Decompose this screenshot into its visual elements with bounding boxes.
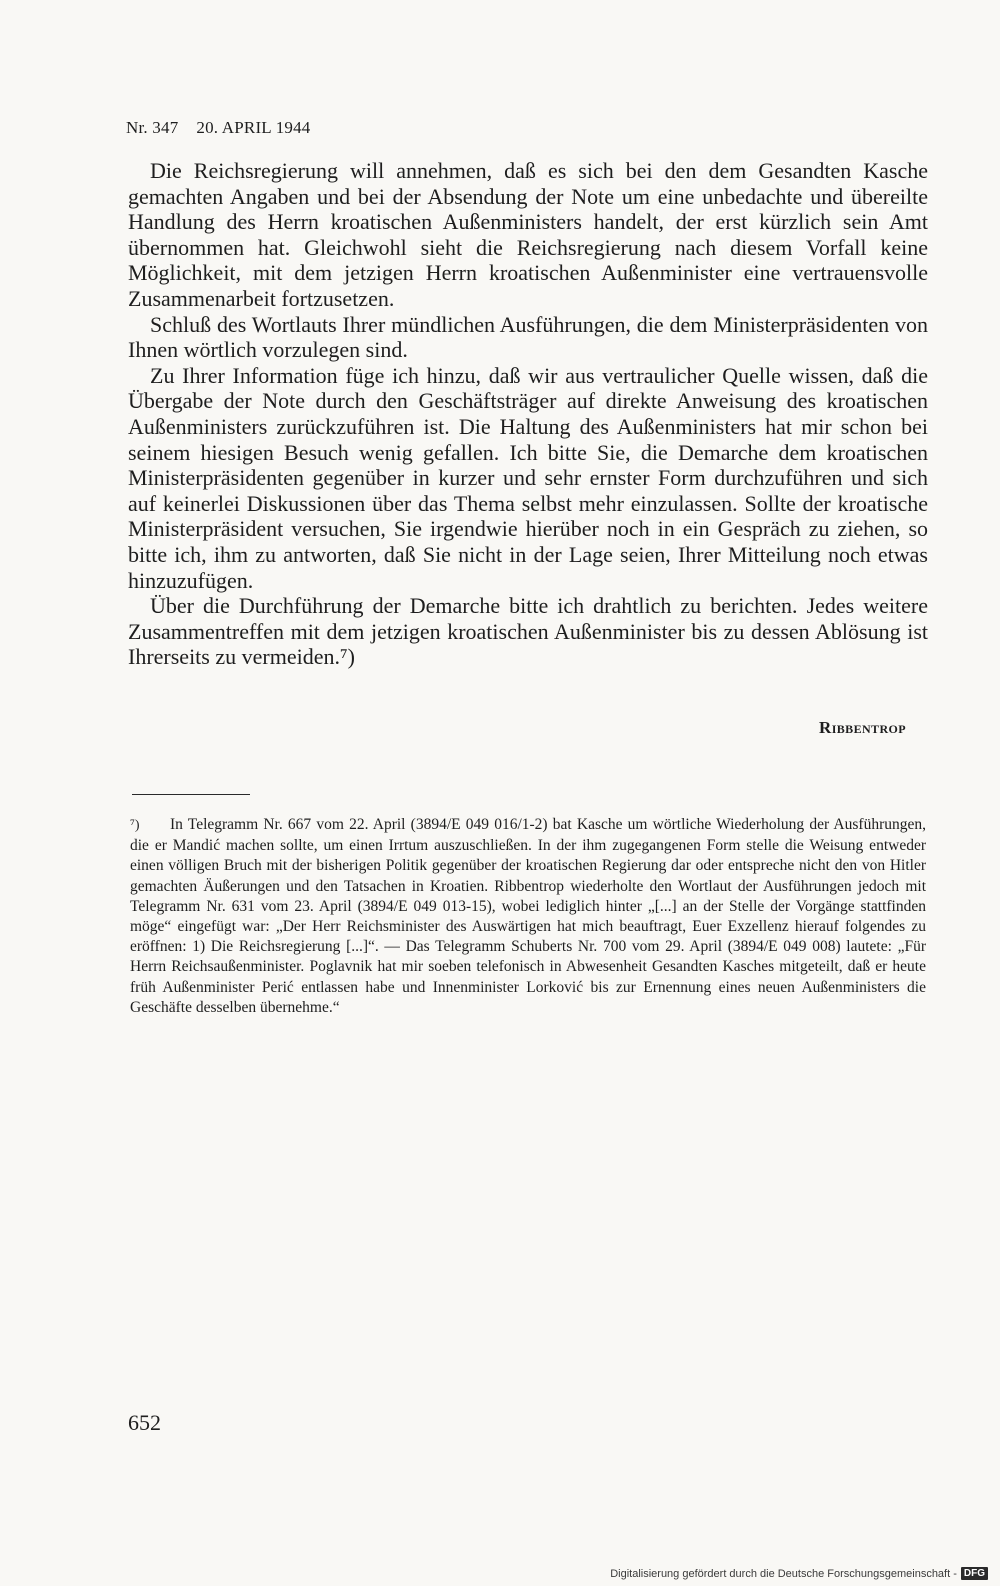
document-date: 20. APRIL 1944 [196,118,311,137]
paragraph: Über die Durchführung der Demarche bitte ich drahtlich zu berichten. Jedes weitere Zusammentreffen mit dem jetzigen kroatischen Außenminister bis zu dessen Ablösung ist Ihrerseits zu vermeiden.⁷) [128,593,928,670]
page-number: 652 [128,1410,161,1435]
page-header [126,118,311,138]
credit-text: Digitalisierung gefördert durch die Deutsche Forschungsgemeinschaft - [610,1567,957,1580]
paragraph: Schluß des Wortlauts Ihrer mündlichen Ausführungen, die dem Ministerpräsidenten von Ihnen wörtlich vorzulegen sind. [128,311,928,363]
paragraph: Die Reichsregierung will annehmen, daß es sich bei den dem Gesandten Kasche gemachten Angaben und bei der Absendung der Note um eine unbedachte und übereilte Handlung des Herrn kroatischen Außenministers handelt, der erst kürzlich sein Amt übernommen hat. Gleichwohl sieht die Reichsregierung nach diesem Vorfall keine Möglichkeit, mit dem jetzigen Herrn kroatischen Außenminister eine vertrauensvolle Zusammenarbeit fortzusetzen. [128,158,928,311]
digitization-credit [610,1567,988,1580]
footnote-marker: ⁷) [130,818,140,833]
document-number: Nr. 347 [126,118,179,137]
signature: Ribbentrop [819,718,906,737]
footnote-divider [132,794,250,795]
paragraph: Zu Ihrer Information füge ich hinzu, daß wir aus vertraulicher Quelle wissen, daß die Übergabe der Note durch den Geschäftsträger auf direkte Anweisung des kroatischen Außenministers zurückzuführen ist. Die Haltung des Außenministers hat mir schon bei seinem hiesigen Besuch wenig gefallen. Ich bitte Sie, die Demarche dem kroatischen Ministerpräsidenten gegenüber in kurzer und sehr ernster Form durchzuführen und sich auf keinerlei Diskussionen über das Thema selbst mehr einzulassen. Sollte der kroatische Ministerpräsident versuchen, Sie irgendwie hierüber noch in ein Gespräch zu ziehen, so bitte ich, ihm zu antworten, daß Sie nicht in der Lage seien, Ihrer Mitteilung noch etwas hinzuzufügen. [128,362,928,593]
footnote-text: In Telegramm Nr. 667 vom 22. April (3894/E 049 016/1-2) bat Kasche um wörtliche Wiederholung der Ausführungen, die er Mandić machen sollte, um einen Irrtum auszuschließen. In der ihm zugegangenen Form stelle die Weisung entweder einen völligen Bruch mit der bisherigen Politik gegenüber der kroatischen Regierung dar oder entspreche nicht den von Hitler gemachten Äußerungen und den Tatsachen in Kroatien. Ribbentrop wiederholte den Wortlaut der Ausführungen jedoch mit Telegramm Nr. 631 vom 23. April (3894/E 049 013-15), wobei lediglich hinter „[...] an der Stelle der Vorgänge stattfinden möge“ eingefügt war: „Der Herr Reichsminister des Auswärtigen hat mich beauftragt, Euer Exzellenz hierauf folgendes zu eröffnen: 1) Die Reichsregierung [...]“. — Das Telegramm Schuberts Nr. 700 vom 29. April (3894/E 049 008) lautete: „Für Herrn Reichsaußenminister. Poglavnik hat mir soeben telefonisch in Abwesenheit Gesandten Kasches mitgeteilt, daß er heute früh Außenminister Perić entlassen habe und Innenminister Lorković bis zur Ernennung eines neuen Außenministers die Geschäfte desselben übernehme.“ [130,816,926,1016]
footnote [130,815,926,1018]
dfg-logo: DFG [961,1567,988,1580]
document-body [128,158,928,670]
